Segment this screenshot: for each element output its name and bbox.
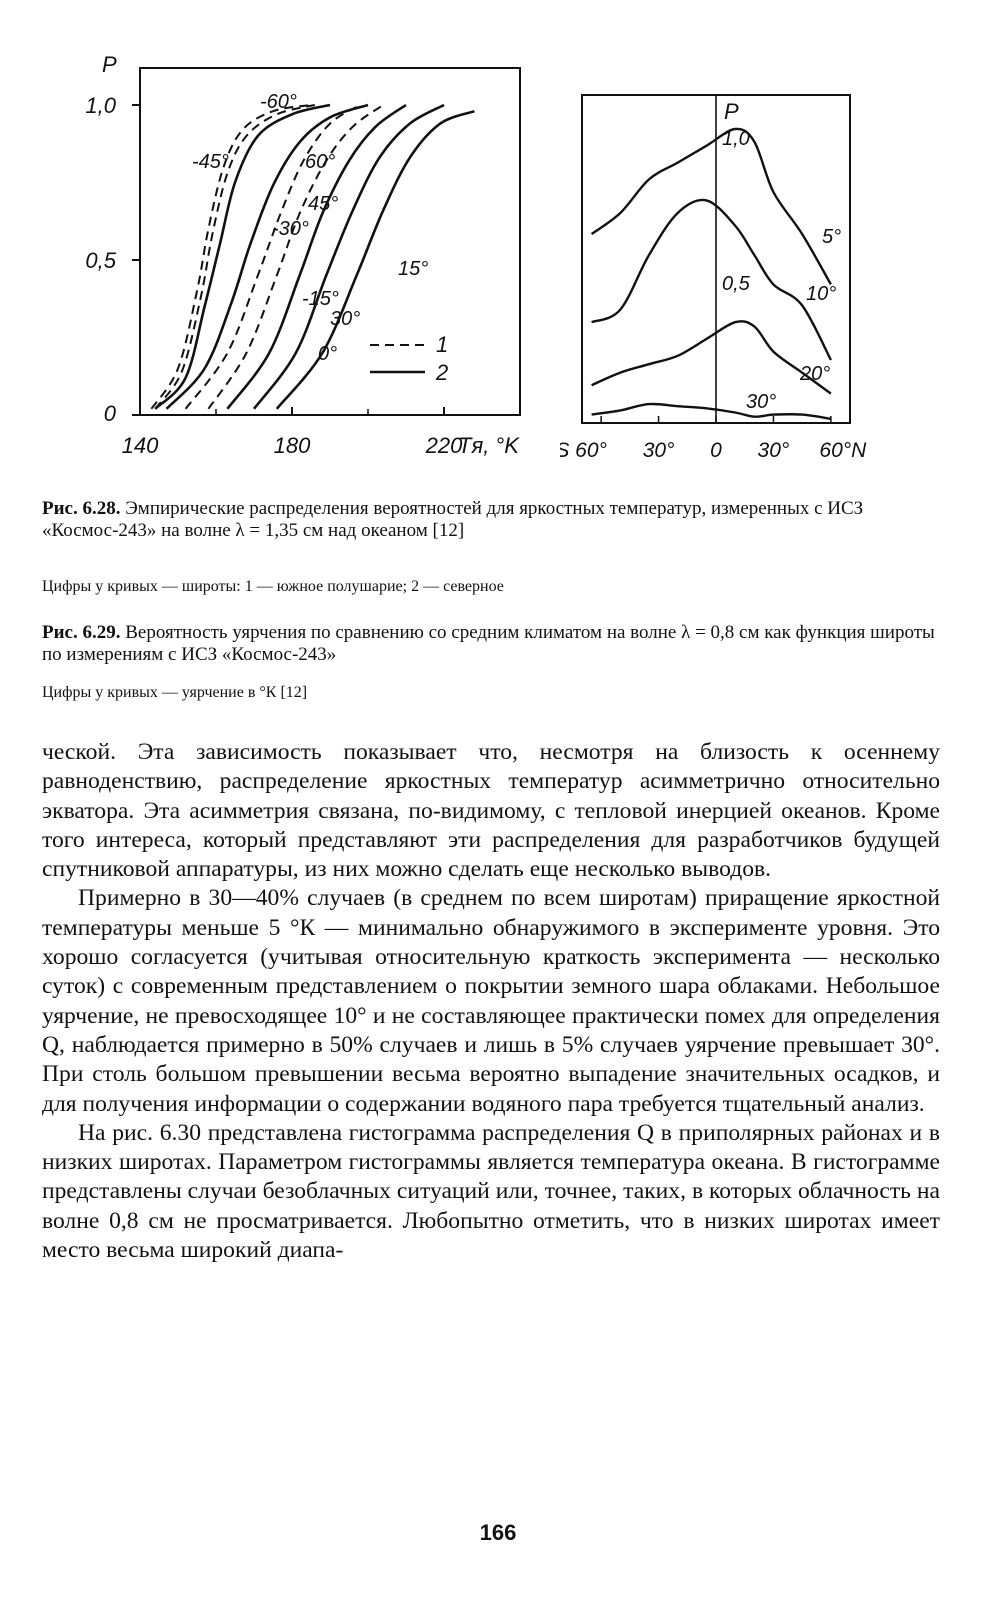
curve-label: 30°	[330, 308, 361, 330]
curve-label: 20°	[800, 363, 831, 385]
caption-6-28	[42, 498, 942, 542]
x-tick-label: 180	[273, 433, 311, 458]
curve-5°	[592, 129, 831, 285]
y-tick-label: 1,0	[85, 93, 116, 118]
curve--60°	[151, 105, 311, 409]
curve-label: -45°	[192, 151, 229, 173]
x-tick-label: 30°	[757, 439, 790, 462]
x-tick-label: 220	[425, 433, 463, 458]
y-tick-label: 0,5	[722, 273, 750, 295]
caption-6-29	[42, 622, 942, 666]
x-tick-label: 30°	[642, 439, 675, 462]
curve-20°	[592, 321, 831, 393]
curve-60°	[155, 105, 330, 409]
paragraph: ческой. Эта зависимость показывает что, несмотря на близость к осеннему равноденствию, распределение яркостных температур асимметрично относительно экватора. Эта асимметрия связана, по-видимому, с тепловой инерцией океанов. Кроме того интереса, который представляют эти распределения для разработчиков будущей спутниковой аппаратуры, из них можно сделать еще несколько выводов.	[42, 739, 940, 883]
curve-label: -30°	[272, 218, 309, 240]
x-tick-label: 140	[121, 433, 159, 458]
figure-6-28	[80, 40, 560, 480]
caption-6-29-text: Вероятность уярчения по сравнению со средним климатом на волне λ = 0,8 см как функция широты по измерениям с ИСЗ «Космос-243»	[42, 622, 935, 665]
curve-label: -15°	[302, 288, 339, 310]
caption-6-28-text: Эмпирические распределения вероятностей для яркостных температур, измеренных с ИСЗ «Космос-243» на волне λ = 1,35 см над океаном [12]	[42, 498, 864, 541]
figure-6-28-chart	[80, 40, 560, 480]
y-tick-label: 0	[103, 401, 116, 426]
caption-6-29-note: Цифры у кривых — уярчение в °К [12]	[42, 684, 308, 701]
legend-label: 1	[436, 332, 449, 357]
curve-label: 5°	[822, 226, 842, 248]
page-number: 166	[479, 1520, 517, 1545]
y-axis-label: P	[102, 52, 117, 77]
x-tick-label: 0	[710, 439, 722, 462]
curve-label: 60°	[305, 151, 336, 173]
caption-6-28-label: Рис. 6.28.	[42, 498, 121, 519]
curve-label: 45°	[308, 193, 339, 215]
caption-6-29-label: Рис. 6.29.	[42, 622, 121, 643]
x-axis-label: Tя, °K	[458, 433, 519, 458]
y-axis-label: P	[724, 99, 739, 124]
curve-label: -60°	[260, 91, 297, 113]
paragraph: Примерно в 30—40% случаев (в среднем по всем широтам) приращение яркостной температуры меньше 5 °К — минимально обнаружимого в эксперименте уровня. Это хорошо согласуется (учитывая относительную краткость эксперимента — несколько суток) с современным представлением о покрытии земного шара облаками. Небольшое уярчение, не превосходящее 10° и не составляющее практически помех для определения Q, наблюдается примерно в 50% случаев и лишь в 5% случаев уярчение превышает 30°. При столь большом превышении весьма вероятно выпадение значительных осадков, и для получения информации о содержании водяного пара требуется тщательный анализ.	[42, 885, 940, 1117]
caption-6-28-note: Цифры у кривых — широты: 1 — южное полушарие; 2 — северное	[42, 578, 504, 595]
curve-30°	[592, 404, 831, 419]
figure-6-29	[560, 85, 920, 480]
paragraph: На рис. 6.30 представлена гистограмма распределения Q в приполярных районах и в низких широтах. Параметром гистограммы является температура океана. В гистограмме представлены случаи безоблачных ситуаций или, точнее, таких, в которых облачность на волне 0,8 см не просматривается. Любопытно отметить, что в низких широтах имеет место весьма широкий диапа-	[42, 1119, 940, 1264]
y-tick-label: 0,5	[85, 248, 116, 273]
curve-label: 15°	[398, 258, 429, 280]
x-tick-label: 60°N	[819, 439, 867, 462]
curve-label: 0°	[318, 343, 338, 365]
x-tick-label: S 60°	[560, 439, 607, 462]
curve-label: 30°	[746, 391, 777, 413]
y-tick-label: 1,0	[722, 128, 750, 150]
curve-label: 10°	[806, 283, 837, 305]
legend-label: 2	[436, 360, 449, 385]
figure-6-29-chart	[560, 85, 920, 480]
body-text	[42, 738, 940, 1265]
